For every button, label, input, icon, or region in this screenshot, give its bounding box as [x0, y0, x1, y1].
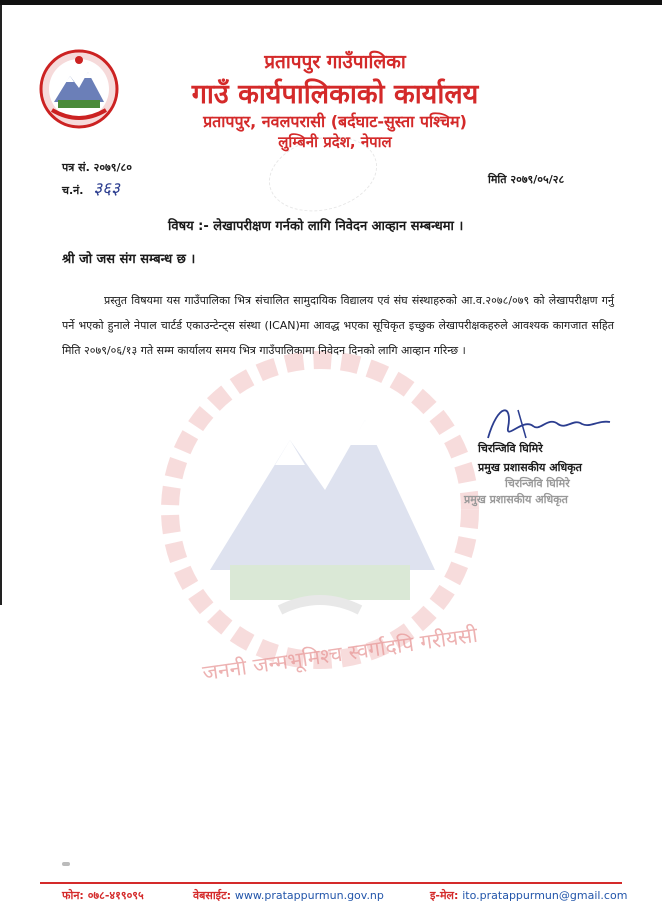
- scan-left-edge: [0, 5, 2, 605]
- footer-email-link[interactable]: ito.pratappurmun@gmail.com: [462, 889, 628, 902]
- dispatch-number-row: [62, 176, 120, 199]
- signatory-stamp-name: चिरन्जिवि घिमिरे: [505, 477, 570, 490]
- scan-artifact: [62, 862, 70, 866]
- signatory-stamp-title: प्रमुख प्रशासकीय अधिकृत: [464, 493, 568, 506]
- scan-top-border: [0, 0, 662, 5]
- footer-divider: [40, 882, 622, 884]
- footer-phone-label: फोन:: [62, 889, 84, 902]
- office-address: प्रतापपुर, नवलपरासी (बर्दघाट-सुस्ता पश्चिम): [203, 112, 467, 131]
- dispatch-number-label: च.नं.: [62, 184, 84, 197]
- signatory-name: चिरन्जिवि घिमिरे: [478, 442, 543, 455]
- letter-salutation: श्री जो जस संग सम्बन्ध छ ।: [62, 252, 196, 267]
- footer-website-link[interactable]: www.pratappurmun.gov.np: [234, 889, 384, 902]
- nepal-emblem-icon: [38, 48, 120, 130]
- letter-body: प्रस्तुत विषयमा यस गाउँपालिका भित्र संचालित सामुदायिक विद्यालय एवं संघ संस्थाहरुको आ.व.२०७८/०७९ को लेखापरीक्षण गर्नु पर्ने भएको हुनाले नेपाल चार्टर्ड एकाउन्टेन्ट्स संस्था (ICAN)मा आवद्ध भएका सूचिकृत इच्छुक लेखापरीक्षकहरुले आवश्यक कागजात सहित मिति २०७९/०६/१३ गते सम्म कार्यालय समय भित्र गाउँपालिकामा निवेदन दिनको लागि आव्हान गरिन्छ ।: [62, 294, 614, 357]
- footer-website: [193, 888, 384, 903]
- letter-date: मिति २०७९/०५/२८: [488, 173, 565, 186]
- municipality-name: प्रतापपुर गाउँपालिका: [264, 51, 406, 73]
- footer-phone-value: ०७८-४१९०९५: [87, 889, 144, 902]
- office-province: लुम्बिनी प्रदेश, नेपाल: [278, 133, 392, 151]
- dispatch-number-value: ३६३: [93, 179, 120, 199]
- office-name: गाउँ कार्यपालिकाको कार्यालय: [191, 79, 479, 110]
- footer-phone: [62, 888, 144, 903]
- signatory-title: प्रमुख प्रशासकीय अधिकृत: [478, 461, 582, 474]
- letter-subject: विषय :- लेखापरीक्षण गर्नको लागि निवेदन आव्हान सम्बन्धमा ।: [168, 219, 464, 234]
- watermark-motto: जननी जन्मभूमिश्च स्वर्गादपि गरीयसी: [200, 622, 480, 686]
- footer-email: [430, 888, 627, 903]
- footer-website-label: वेबसाईट:: [193, 889, 232, 902]
- footer-email-label: इ-मेल:: [430, 889, 459, 902]
- letter-number: पत्र सं. २०७९/८०: [62, 161, 132, 174]
